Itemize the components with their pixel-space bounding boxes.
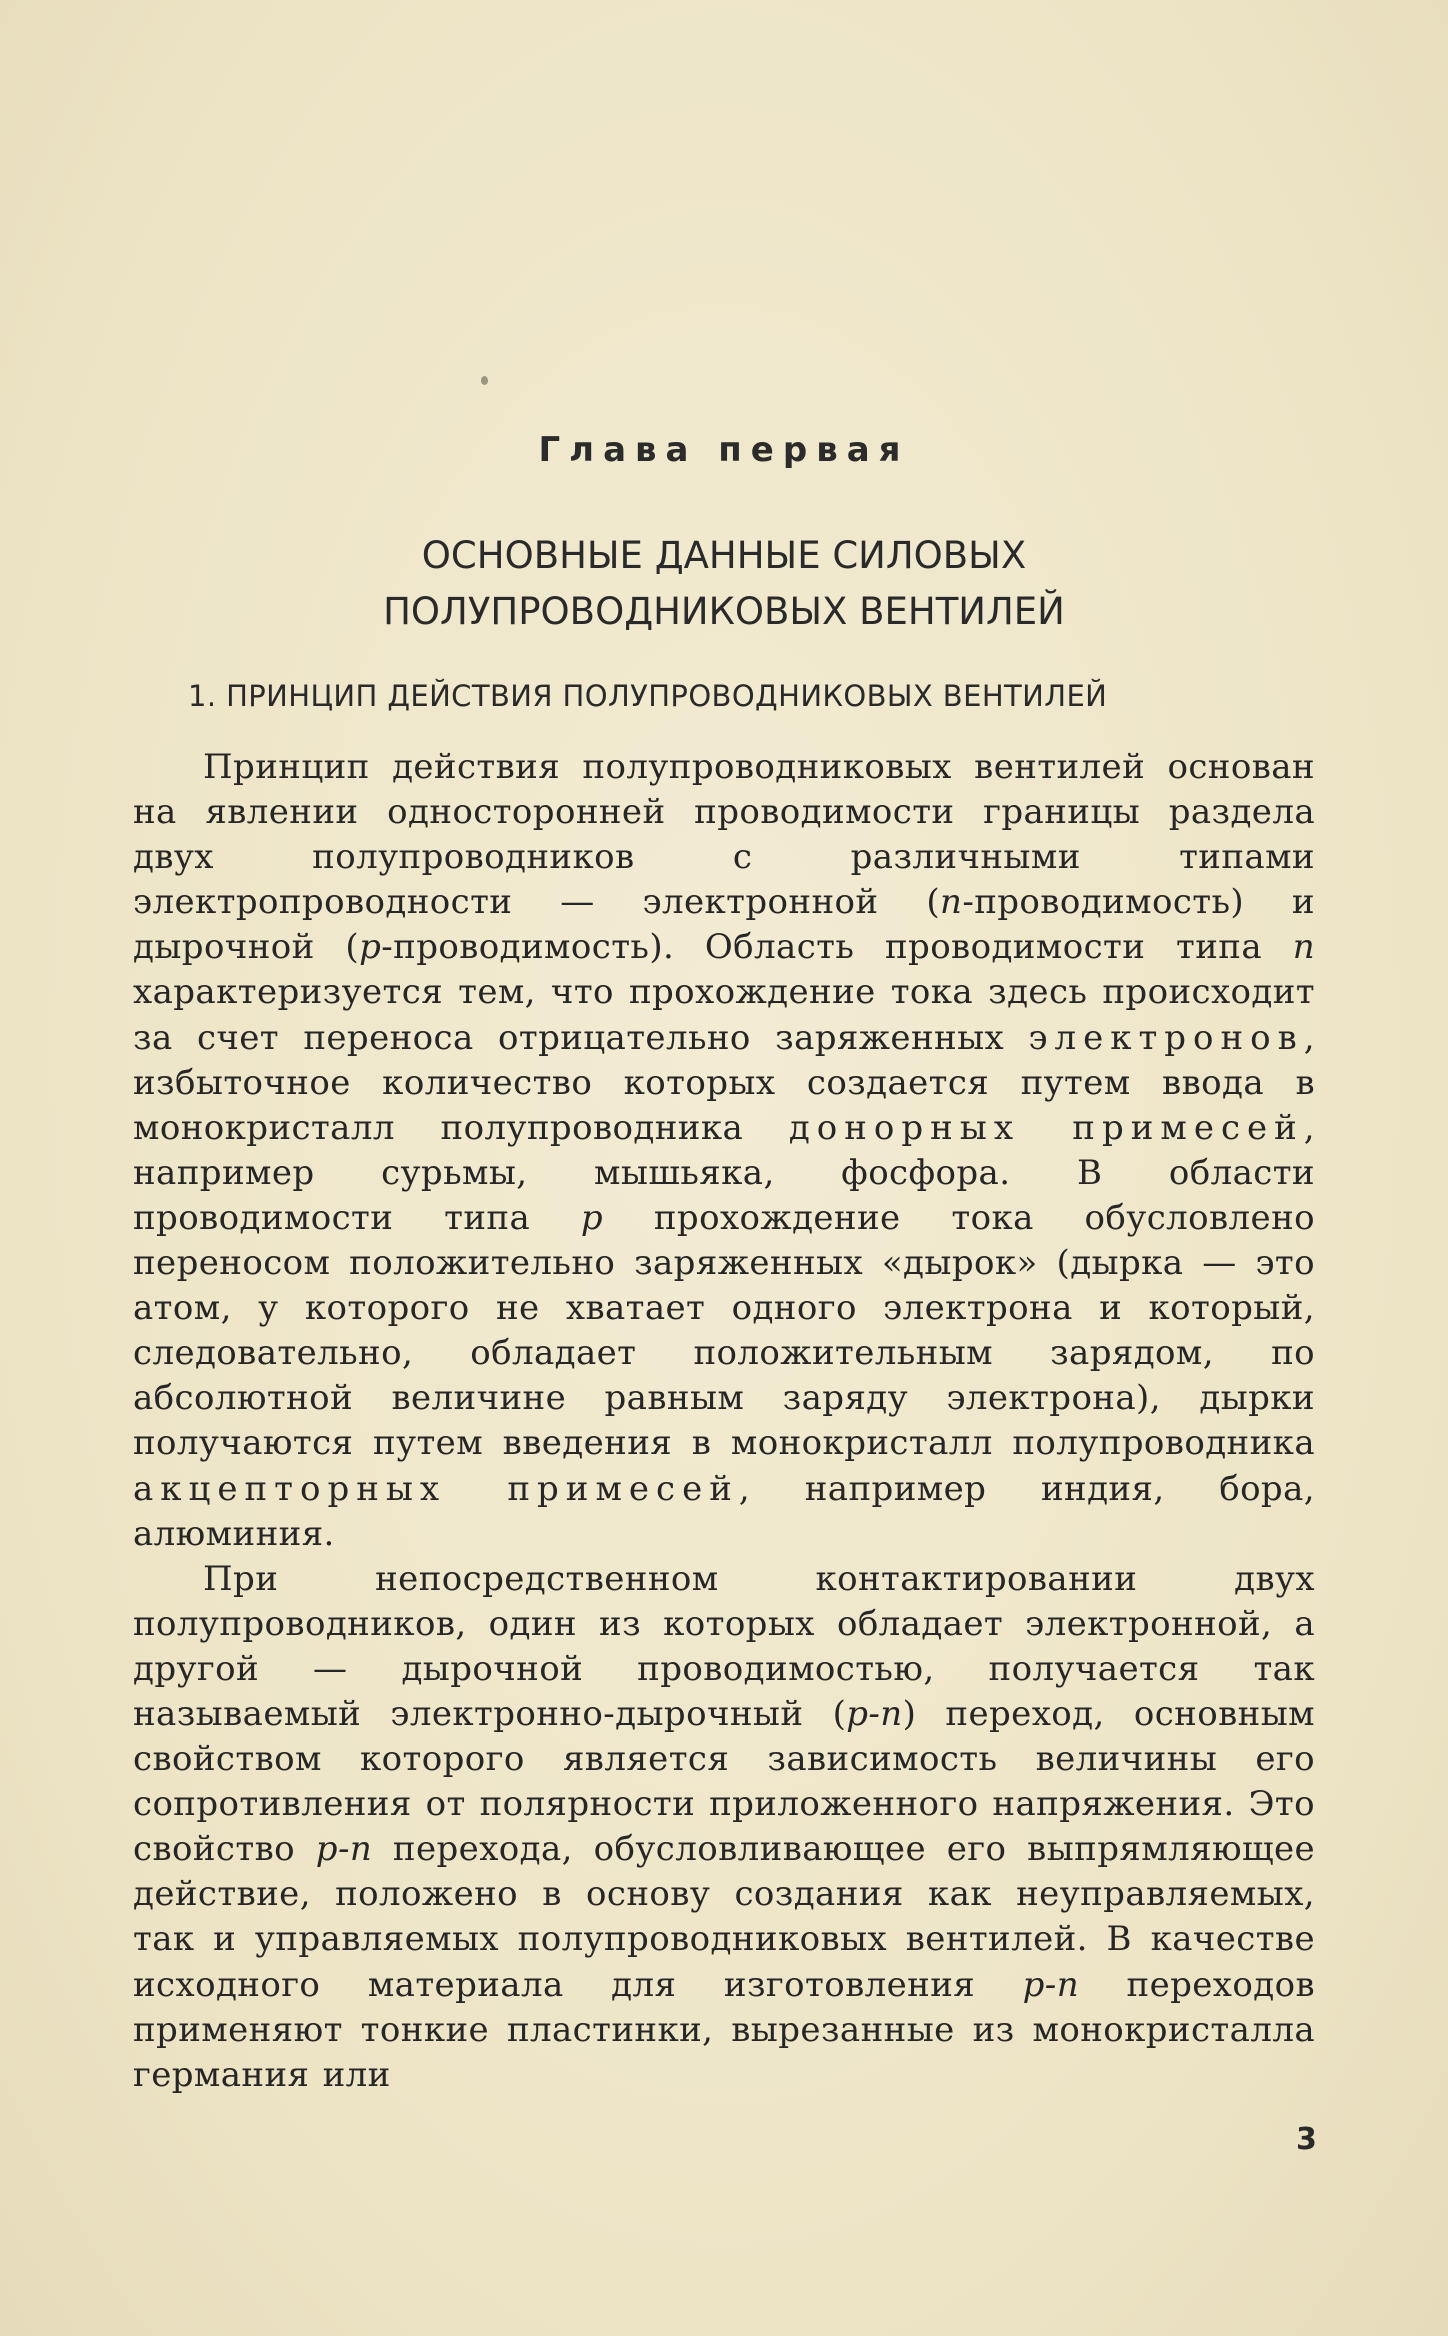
- section-heading: 1. ПРИНЦИП ДЕЙСТВИЯ ПОЛУПРОВОДНИКОВЫХ ВЕНТИЛЕЙ: [188, 679, 1108, 713]
- symbol-p: p: [580, 1197, 604, 1238]
- text-run: ) переход, основным свойством которого является зависимость величины его сопротивления от полярности приложенного напряжения. Это свойство: [133, 1693, 1315, 1870]
- chapter-title: [0, 528, 1448, 640]
- symbol-n: n: [940, 882, 963, 923]
- text-run: , избыточное количество которых создается путем ввода в монокристалл полупроводника: [133, 1017, 1315, 1148]
- page-number: 3: [1296, 2122, 1317, 2157]
- symbol-pn: p-n: [1022, 1964, 1079, 2005]
- paragraph-1: [133, 745, 1315, 1557]
- chapter-title-line-2: ПОЛУПРОВОДНИКОВЫХ ВЕНТИЛЕЙ: [383, 590, 1065, 633]
- text-run: прохождение тока обусловлено переносом положительно заряженных «дырок» (дырка — это атом, у которого не хватает одного электрона и который, следовательно, обладает положительным зарядом, по абсолютной величине равным заряду электрона), дырки получаются путем введения в монокристалл полупроводника: [133, 1197, 1315, 1464]
- text-run: , например индия, бора, алюминия.: [133, 1468, 1315, 1554]
- symbol-p: p: [359, 927, 382, 968]
- text-run: При непосредственном контактировании двух полупроводников, один из которых обладает электронной, а другой — дырочной проводимостью, получается так называемый электронно-дырочный (: [133, 1558, 1315, 1734]
- symbol-n: n: [1292, 927, 1316, 968]
- symbol-pn: p-n: [846, 1693, 903, 1734]
- text-run: -проводимость) и дырочной (: [133, 882, 1315, 968]
- paragraph-2: [133, 1557, 1315, 2098]
- text-run: , например сурьмы, мышьяка, фосфора. В области проводимости типа: [133, 1107, 1315, 1238]
- chapter-label: Глава первая: [538, 430, 910, 470]
- symbol-pn: p-n: [315, 1829, 373, 1870]
- text-run: -проводимость). Область проводимости типа: [381, 927, 1293, 968]
- body-text: [133, 745, 1315, 2098]
- text-run: перехода, обусловливающее его выпрямляющее действие, положено в основу создания как неуправляемых, так и управляемых полупроводниковых вентилей. В качестве исходного материала для изготовления: [133, 1829, 1315, 2005]
- spaced-term: электронов: [1028, 1017, 1304, 1058]
- text-run: переходов применяют тонкие пластинки, вырезанные из монокристалла германия или: [133, 1964, 1315, 2095]
- spaced-term: акцепторных примесей: [133, 1468, 739, 1509]
- print-speck: [481, 376, 488, 385]
- text-run: характеризуется тем, что прохождение тока здесь происходит за счет переноса отрицательно заряженных: [133, 972, 1315, 1058]
- text-run: Принцип действия полупроводниковых вентилей основан на явлении односторонней проводимости границы раздела двух полупроводников с различными типами электропроводности — электронной (: [133, 747, 1315, 923]
- chapter-title-line-1: ОСНОВНЫЕ ДАННЫЕ СИЛОВЫХ: [421, 534, 1027, 577]
- spaced-term: донорных примесей: [788, 1107, 1304, 1148]
